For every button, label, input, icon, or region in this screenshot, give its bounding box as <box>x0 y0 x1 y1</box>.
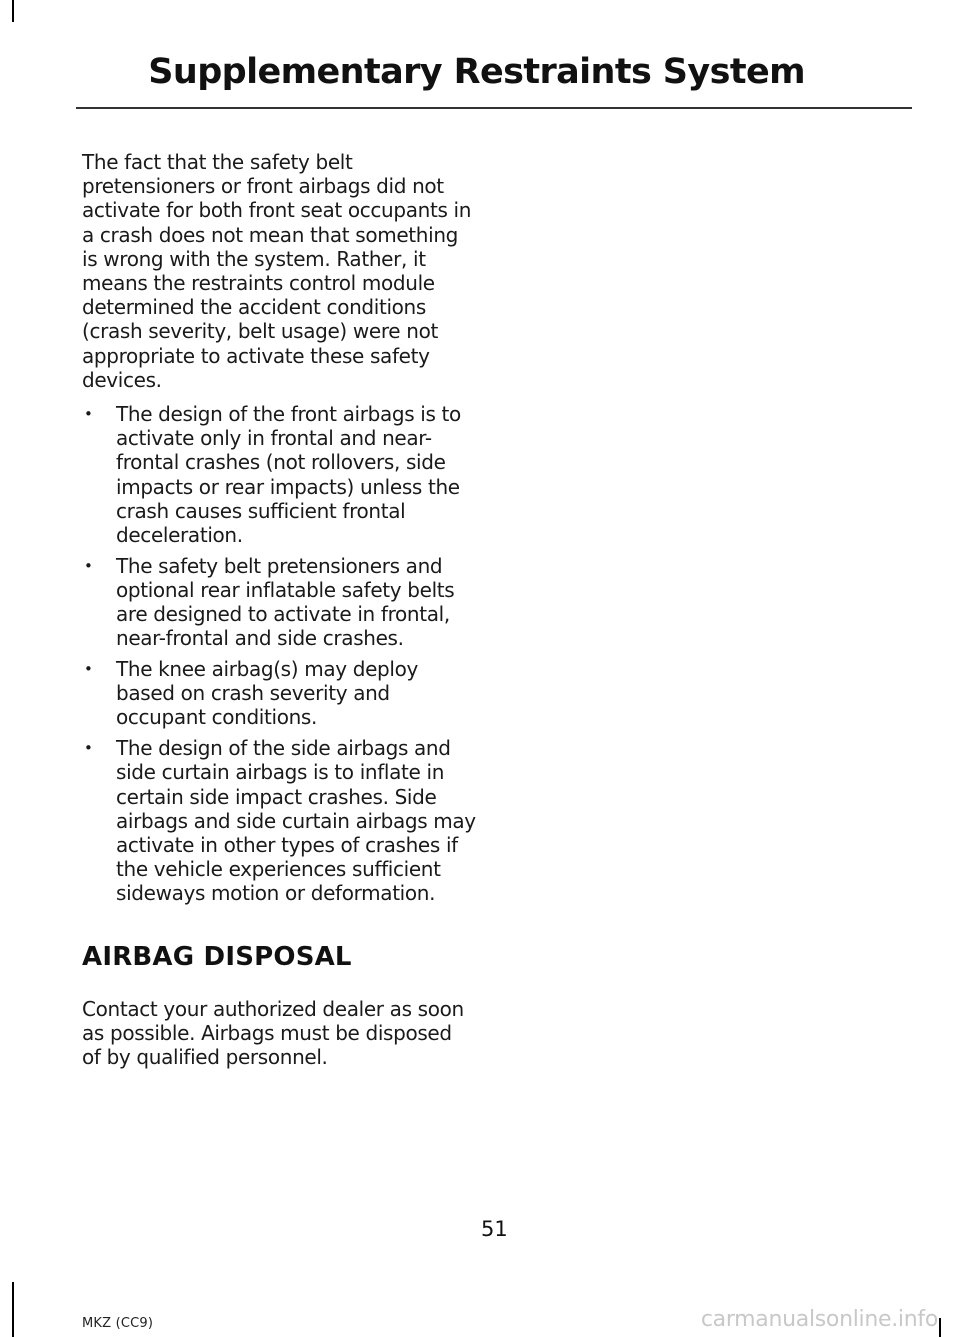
list-item-text: The design of the front airbags is to activate only in frontal and near-frontal crashes (not rollovers, side impacts or rear impacts) unless the crash causes sufficient frontal deceleration. <box>116 402 461 548</box>
bullet-icon: • <box>84 556 93 575</box>
page-number: 51 <box>481 1217 508 1241</box>
watermark: carmanualsonline.info <box>700 1307 938 1332</box>
section-heading: AIRBAG DISPOSAL <box>82 941 352 972</box>
list-item <box>82 736 476 905</box>
list-item <box>82 402 476 547</box>
list-item-text: The safety belt pretensioners and optional rear inflatable safety belts are designed to activate in frontal, near-frontal and side crashes. <box>116 553 455 651</box>
list-item-text: The design of the side airbags and side curtain airbags is to inflate in certain side impact crashes. Side airbags and side curtain airbags may activate in other types of crashes if the vehicle experiences sufficient sideways motion or deformation. <box>116 736 476 906</box>
bullet-icon: • <box>84 739 93 758</box>
section-paragraph: Contact your authorized dealer as soon as possible. Airbags must be disposed of by qualified personnel. <box>82 996 464 1069</box>
crop-mark-top <box>12 0 14 22</box>
bullet-icon: • <box>84 405 93 424</box>
list-item <box>82 657 476 730</box>
crop-mark-bottom-right <box>939 1318 941 1337</box>
footer-model-code: MKZ (CC9) <box>82 1316 154 1331</box>
crop-mark-bottom <box>12 1282 14 1337</box>
intro-paragraph: The fact that the safety belt pretensioners or front airbags did not activate for both front seat occupants in a crash does not mean that something is wrong with the system. Rather, it means the restraints control module determined the accident conditions (crash severity, belt usage) were not appropriate to activate these safety devices. <box>82 150 472 392</box>
list-item-text: The knee airbag(s) may deploy based on crash severity and occupant conditions. <box>116 657 418 730</box>
main-content <box>82 150 476 1069</box>
page-title: Supplementary Restraints System <box>148 52 805 92</box>
bullet-icon: • <box>84 660 93 679</box>
bullet-list <box>82 402 476 906</box>
list-item <box>82 554 476 651</box>
header-divider <box>76 107 912 109</box>
